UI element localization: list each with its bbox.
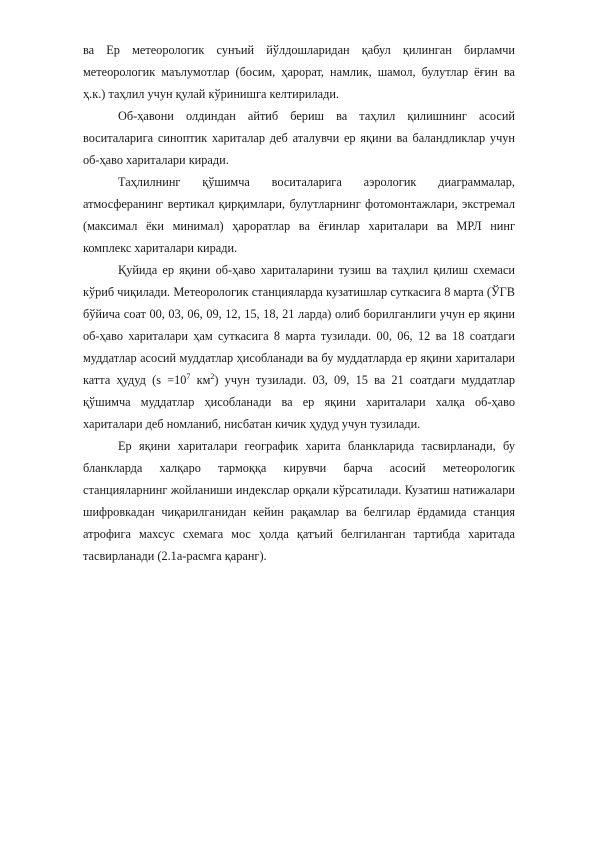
paragraph-forecast-tools: Об-ҳавони олдиндан айтиб бериш ва таҳлил қилишнинг асосий воситаларига синоптик хариталар деб аталувчи ер яқини ва баландликлар учун об-ҳаво хариталари киради.	[83, 109, 515, 167]
paragraph-continuation: ва Ер метеорологик сунъий йўлдошларидан қабул қилинган бирламчи метеорологик маълумотлар (босим, ҳарорат, намлик, шамол, булутлар ёғин ва ҳ.к.) таҳлил учун қулай кўринишга келтирилади.	[83, 43, 515, 101]
paragraph-additional-tools: Таҳлилнинг қўшимча воситаларига аэрологик диаграммалар, атмосферанинг вертикал қирқимлари, булутларнинг фотомонтажлари, экстремал (максимал ёки минимал) ҳароратлар ва ёғинлар хариталари ва МРЛ нинг комплекс хариталари киради.	[83, 175, 515, 255]
paragraph-text-segment: км	[190, 373, 211, 387]
superscript-exponent: 7	[186, 372, 191, 381]
paragraph-text-segment: ) учун тузилади. 03, 09, 15 ва 21 соатдаги муддатлар қўшимча муддатлар ҳисобланади ва ер яқини хариталари халқа об-ҳаво хариталари деб номланиб, нисбатан кичик ҳудуд учун тузилади.	[83, 373, 515, 431]
document-page	[83, 39, 515, 567]
paragraph-surface-maps-schedule	[83, 259, 515, 435]
paragraph-text-segment: Қуйида ер яқини об-ҳаво хариталарини тузиш ва таҳлил қилиш схемаси кўриб чиқилади. Метеорологик станцияларда кузатишлар суткасига 8 марта (ЎГВ бўйича соат 00, 03, 06, 09, 12, 15, 18, 21 ларда) олиб борилганлиги учун ер яқини об-ҳаво хариталари ҳам суткасига 8 марта тузилади. 00, 06, 12 ва 18 соатдаги муддатлар асосий муддатлар ҳисобланади ва бу муддатларда ер яқини хариталари катта ҳудуд (s =10	[83, 263, 515, 387]
superscript-exponent: 2	[210, 372, 215, 381]
paragraph-map-blanks: Ер яқини хариталари географик харита бланкларида тасвирланади, бу бланкларда халқаро тармоққа кирувчи барча асосий метеорологик станцияларнинг жойланиши индекслар орқали кўрсатилади. Кузатиш натижалари шифровкадан чиқарилганидан кейин рақамлар ва белгилар ёрдамида станция атрофига махсус схемага мос ҳолда қатъий белгиланган тартибда харитада тасвирланади (2.1а-расмга қаранг).	[83, 439, 515, 563]
